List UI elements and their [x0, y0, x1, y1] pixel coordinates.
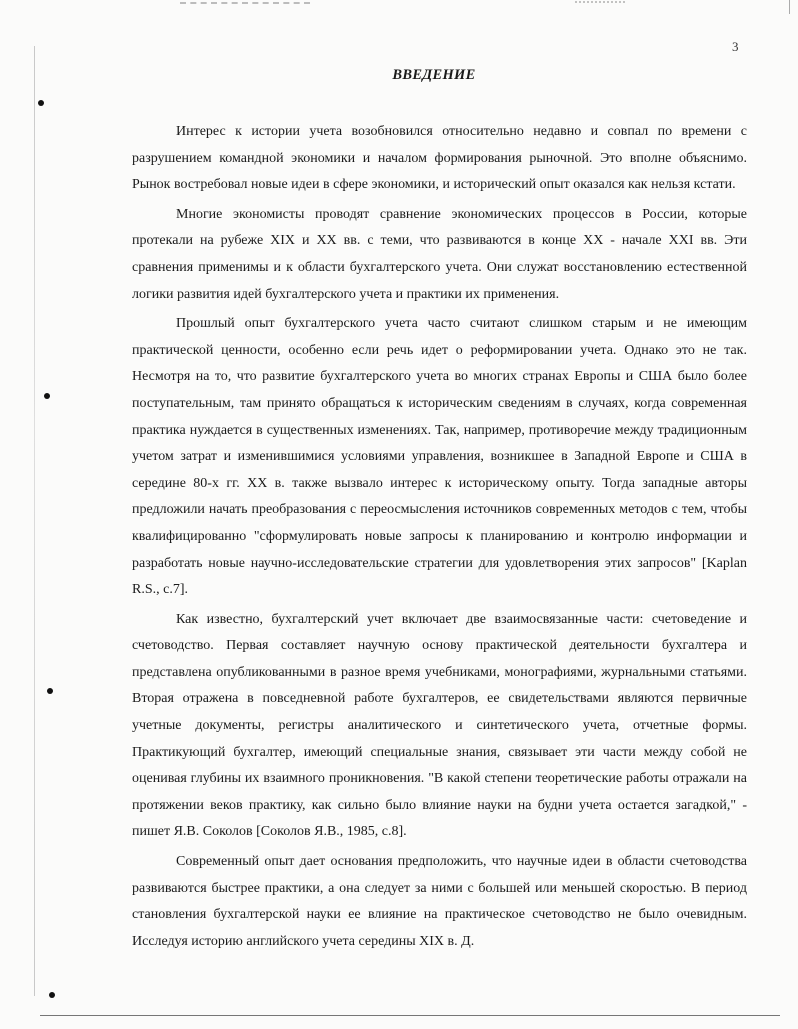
paragraph: Многие экономисты проводят сравнение экономических процессов в России, которые протекали на рубеже XIX и XX вв. с теми, что развиваются в конце XX - начале XXI вв. Эти сравнения применимы и к области бухгалтерского учета. Они служат восстановлению естественной логики развития идей бухгалтерского учета и практики их применения. — [132, 206, 747, 302]
binding-hole — [38, 100, 44, 106]
scan-artifact-top — [180, 2, 310, 8]
document-body — [132, 119, 747, 958]
paragraph: Интерес к истории учета возобновился относительно недавно и совпал по времени с разрушением командной экономики и началом формирования рыночной. Это вполне объяснимо. Рынок востребовал новые идеи в сфере экономики, и исторический опыт оказался как нельзя кстати. — [132, 124, 747, 193]
page-title: ВВЕДЕНИЕ — [392, 67, 476, 83]
binding-hole — [49, 992, 55, 998]
scan-artifact-corner — [789, 0, 790, 14]
paragraph: Прошлый опыт бухгалтерского учета часто считают слишком старым и не имеющим практической ценности, особенно если речь идет о реформировании учета. Однако это не так. Несмотря на то, что развитие бухгалтерского учета во многих странах Европы и США было более поступательным, там принято обращаться к историческим сведениям в случаях, когда современная практика нуждается в существенных изменениях. Так, например, противоречие между традиционным учетом затрат и изменившимися условиями управления, возникшее в Западной Европе и США в середине 80-х гг. XX в. также вызвало интерес к историческому опыту. Тогда западные авторы предложили начать преобразования с переосмысления источников современных методов с тем, чтобы квалифицированно "сформулировать новые запросы к планированию и контролю информации и разработать новые научно-исследовательские стратегии для удовлетворения этих запросов" [Kaplan R.S., c.7]. — [132, 316, 747, 598]
page-bottom-edge — [40, 1015, 780, 1016]
binding-margin-line — [34, 46, 35, 996]
page-number: 3 — [732, 39, 739, 54]
binding-hole — [44, 393, 50, 399]
paragraph: Как известно, бухгалтерский учет включает две взаимосвязанные части: счетоведение и счетоводство. Первая составляет научную основу практической деятельности бухгалтера и представлена опубликованными в разное время учебниками, монографиями, журнальными статьями. Вторая отражена в повседневной работе бухгалтеров, ее свидетельствами являются первичные учетные документы, регистры аналитического и синтетического учета, отчетные формы. Практикующий бухгалтер, имеющий специальные знания, связывает эти части между собой не оценивая глубины их взаимного проникновения. "В какой степени теоретические работы отражали на протяжении веков практику, как сильно было влияние науки на будни учета остается загадкой," - пишет Я.В. Соколов [Соколов Я.В., 1985, с.8]. — [132, 611, 747, 840]
binding-hole — [47, 688, 53, 694]
paragraph: Современный опыт дает основания предположить, что научные идеи в области счетоводства развиваются быстрее практики, а она следует за ними с большей или меньшей скоростью. В период становления бухгалтерской науки ее влияние на практическое счетоводство не было очевидным. Исследуя историю английского учета середины XIX в. Д. — [132, 854, 747, 949]
scan-artifact-top-right — [575, 1, 625, 6]
